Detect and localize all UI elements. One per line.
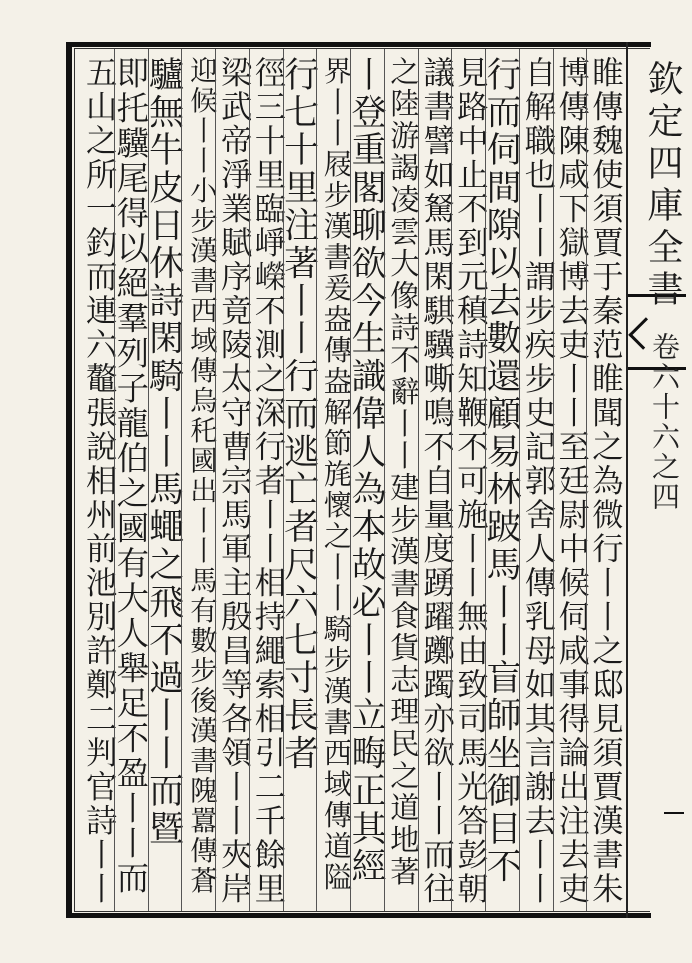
column-rule <box>350 49 351 911</box>
column-rule <box>181 49 182 911</box>
column-rule <box>316 49 317 911</box>
book-title: 欽定四庫全書 <box>642 60 683 312</box>
text-column: 自解職也丨丨謂步疾步史記郭舍人傳乳母如其言謝去丨丨 <box>518 56 555 906</box>
text-column: 界丨丨屐步漢書爰盎傳盎解節旄懷之丨丨騎步漢書西域傳道隘 <box>319 56 353 893</box>
text-column: 即托驥尾得以絕羣列子龍伯之國有大人舉足不盈丨丨而 <box>111 56 150 896</box>
column-rule <box>249 49 250 911</box>
text-column: 迎候丨丨小步漢書西域傳烏秅國出丨丨馬有數步後漢書隗囂傳蒼 <box>185 56 217 896</box>
text-column: 梁武帝淨業賦序竟陵太守曹宗馬軍主殷昌等各領丨丨夾岸 <box>215 56 252 906</box>
column-rule <box>485 49 486 911</box>
text-column: 博傳陳咸下獄博去吏丨丨至廷尉中候伺咸事得論出注去吏 <box>552 56 589 906</box>
text-column: 之陸游謁凌雲大像詩不辭丨丨建步漢書食貨志理民之道地著 <box>385 56 420 888</box>
column-rule <box>148 49 149 911</box>
volume-label: 卷六十六之四 <box>648 332 681 512</box>
margin-tick-mark <box>664 812 684 814</box>
column-rule <box>586 49 587 911</box>
column-rule <box>418 49 419 911</box>
text-column: 見路中止不到元稹詩知鞭不可施丨丨無由致司馬光答彭朝 <box>451 56 488 906</box>
column-rule <box>215 49 216 911</box>
column-rule <box>553 49 554 911</box>
column-rule <box>283 49 284 911</box>
column-rule <box>384 49 385 911</box>
column-rule <box>519 49 520 911</box>
column-rule <box>114 49 115 911</box>
text-column: 五山之所一釣而連六鼇張說相州前池別許鄭二判官詩丨丨 <box>80 56 117 906</box>
text-column: 行七十里注著丨丨行而逃亡者尺六七寸長者 <box>278 56 319 773</box>
text-column: 睢傳魏使須賈于秦范睢聞之為微行丨丨之邸見須賈漢書朱 <box>586 56 623 906</box>
text-column: 丨登重閣聊欲今生識偉人為本故必丨丨立畮正其經 <box>346 56 387 886</box>
text-column: 議書譬如駑馬閑騏驥嘶鳴不自量度踴躍躑躅亦欲丨丨而往 <box>417 56 454 906</box>
text-column: 驢無牛皮日休詩閑騎丨丨馬蠅之飛不過丨丨而暨 <box>143 56 184 848</box>
text-column: 行而伺間隙以去數還顧易林跛馬丨丨盲師坐御目不 <box>481 56 522 886</box>
text-column: 徑三十里臨崢嶸不測之深行者丨丨相持繩索相引二千餘里 <box>248 56 285 906</box>
column-rule <box>451 49 452 911</box>
